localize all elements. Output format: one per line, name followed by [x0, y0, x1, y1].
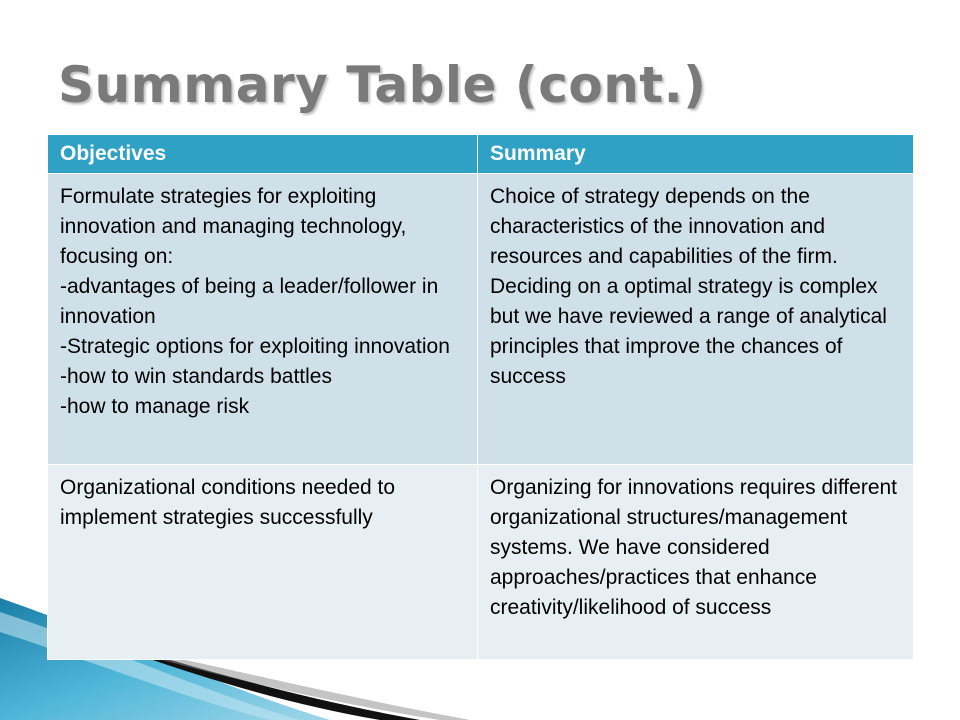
objective-text: Organizational conditions needed to implement strategies successfully	[60, 476, 396, 529]
table-header-row	[48, 135, 914, 174]
objective-text: Formulate strategies for exploiting innovation and managing technology, focusing on: -advantages of being a leader/follower in innovation -Strategic options for exploiting innovation -how to win standards battles -how to manage risk	[60, 185, 450, 418]
header-summary: Summary	[478, 135, 914, 174]
objective-cell	[48, 465, 478, 660]
swoosh-gray-stroke	[140, 650, 470, 720]
summary-table	[47, 134, 914, 660]
summary-text: Organizing for innovations requires different organizational structures/management systems. We have considered approaches/practices that enhance creativity/likelihood of success	[490, 476, 898, 619]
table-row	[48, 465, 914, 660]
summary-cell	[478, 465, 914, 660]
table-row	[48, 174, 914, 465]
summary-text: Choice of strategy depends on the characteristics of the innovation and resources and capabilities of the firm. Deciding on a optimal strategy is complex but we have reviewed a range of analytical principles that improve the chances of success	[490, 185, 887, 388]
slide-title: Summary Table (cont.)	[58, 56, 707, 114]
summary-cell	[478, 174, 914, 465]
objective-cell	[48, 174, 478, 465]
header-objectives: Objectives	[48, 135, 478, 174]
